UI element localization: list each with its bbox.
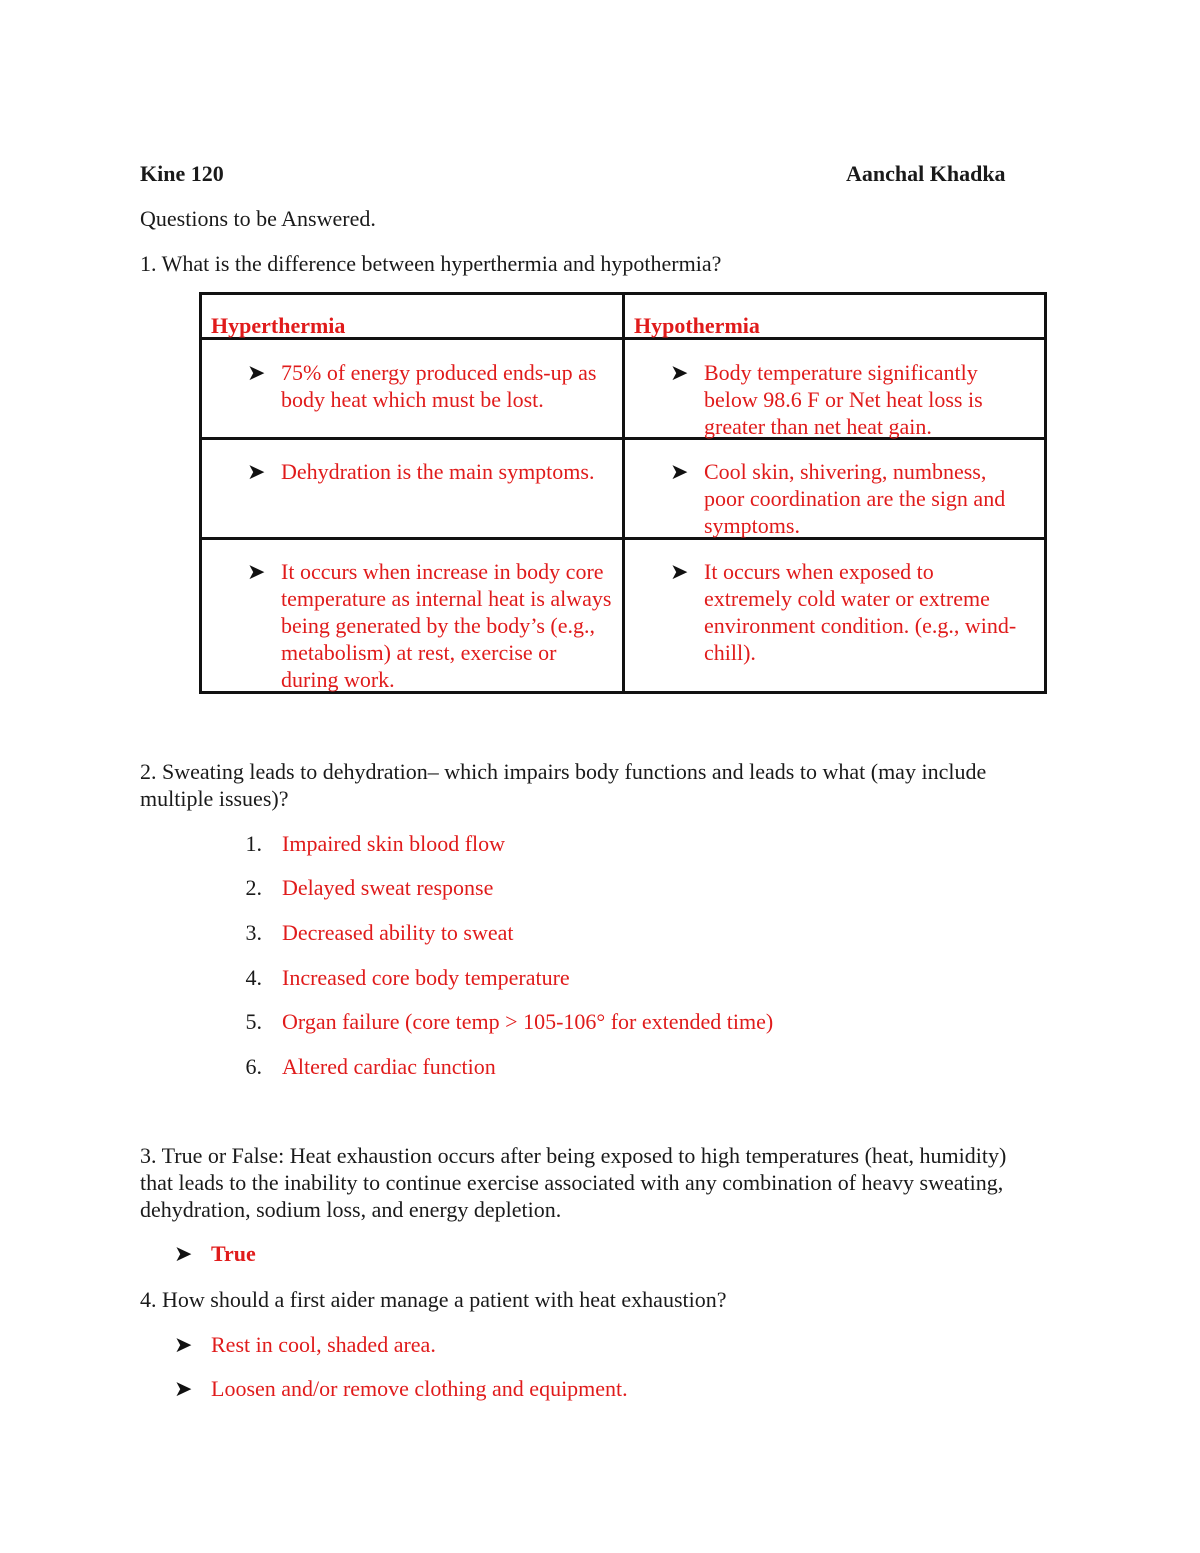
- list-number: 6.: [245, 1054, 262, 1079]
- comparison-table: [199, 292, 1047, 694]
- arrowhead-bullet-icon: ➤: [670, 559, 689, 584]
- list-item: Altered cardiac function: [282, 1054, 496, 1079]
- arrowhead-bullet-icon: ➤: [670, 360, 689, 385]
- arrowhead-bullet-icon: ➤: [247, 459, 266, 484]
- table-cell: ➤ Dehydration is the main symptoms.: [247, 459, 595, 484]
- arrowhead-bullet-icon: ➤: [670, 459, 689, 484]
- arrowhead-bullet-icon: ➤: [174, 1241, 193, 1266]
- list-number: 2.: [245, 875, 262, 900]
- list-item: Organ failure (core temp > 105-106° for extended time): [282, 1009, 774, 1034]
- answer-q3: True: [211, 1241, 256, 1266]
- table-cell: ➤ It occurs when increase in body core temperature as internal heat is always being generated by the body’s (e.g., metabolism) at rest, exercise or during work.: [247, 559, 612, 692]
- table-header-hyperthermia: Hyperthermia: [211, 313, 346, 338]
- question-4: 4. How should a first aider manage a patient with heat exhaustion?: [140, 1287, 727, 1312]
- arrowhead-bullet-icon: ➤: [247, 360, 266, 385]
- arrowhead-bullet-icon: ➤: [247, 559, 266, 584]
- table-cell: ➤ It occurs when exposed to extremely cold water or extreme environment condition. (e.g., wind-chill).: [670, 559, 1017, 665]
- student-name: Aanchal Khadka: [846, 161, 1006, 186]
- arrowhead-bullet-icon: ➤: [174, 1376, 193, 1401]
- intro-heading: Questions to be Answered.: [140, 206, 376, 231]
- question-3: 3. True or False: Heat exhaustion occurs after being exposed to high temperatures (heat, humidity) that leads to the inability to continue exercise associated with any combination of heavy sweating, dehydration, sodium loss, and energy depletion.: [140, 1143, 1007, 1222]
- question-1: 1. What is the difference between hyperthermia and hypothermia?: [140, 251, 722, 276]
- table-header-hypothermia: Hypothermia: [634, 313, 760, 338]
- list-item: Decreased ability to sweat: [282, 920, 514, 945]
- list-number: 1.: [245, 831, 262, 856]
- table-cell: ➤ 75% of energy produced ends-up as body heat which must be lost.: [247, 360, 597, 412]
- answer-q4-item: Loosen and/or remove clothing and equipment.: [211, 1376, 628, 1401]
- list-item: Increased core body temperature: [282, 965, 570, 990]
- list-item: Delayed sweat response: [282, 875, 494, 900]
- table-cell: ➤ Body temperature significantly below 98.6 F or Net heat loss is greater than net heat gain.: [670, 360, 983, 439]
- question-2: 2. Sweating leads to dehydration– which impairs body functions and leads to what (may include multiple issues)?: [140, 759, 987, 811]
- list-item: Impaired skin blood flow: [282, 831, 506, 856]
- answer-q4-item: Rest in cool, shaded area.: [211, 1332, 436, 1357]
- table-cell: ➤ Cool skin, shivering, numbness, poor coordination are the sign and symptoms.: [670, 459, 1006, 538]
- list-number: 5.: [245, 1009, 262, 1034]
- arrowhead-bullet-icon: ➤: [174, 1332, 193, 1357]
- course-title: Kine 120: [140, 161, 224, 186]
- list-number: 4.: [245, 965, 262, 990]
- list-number: 3.: [245, 920, 262, 945]
